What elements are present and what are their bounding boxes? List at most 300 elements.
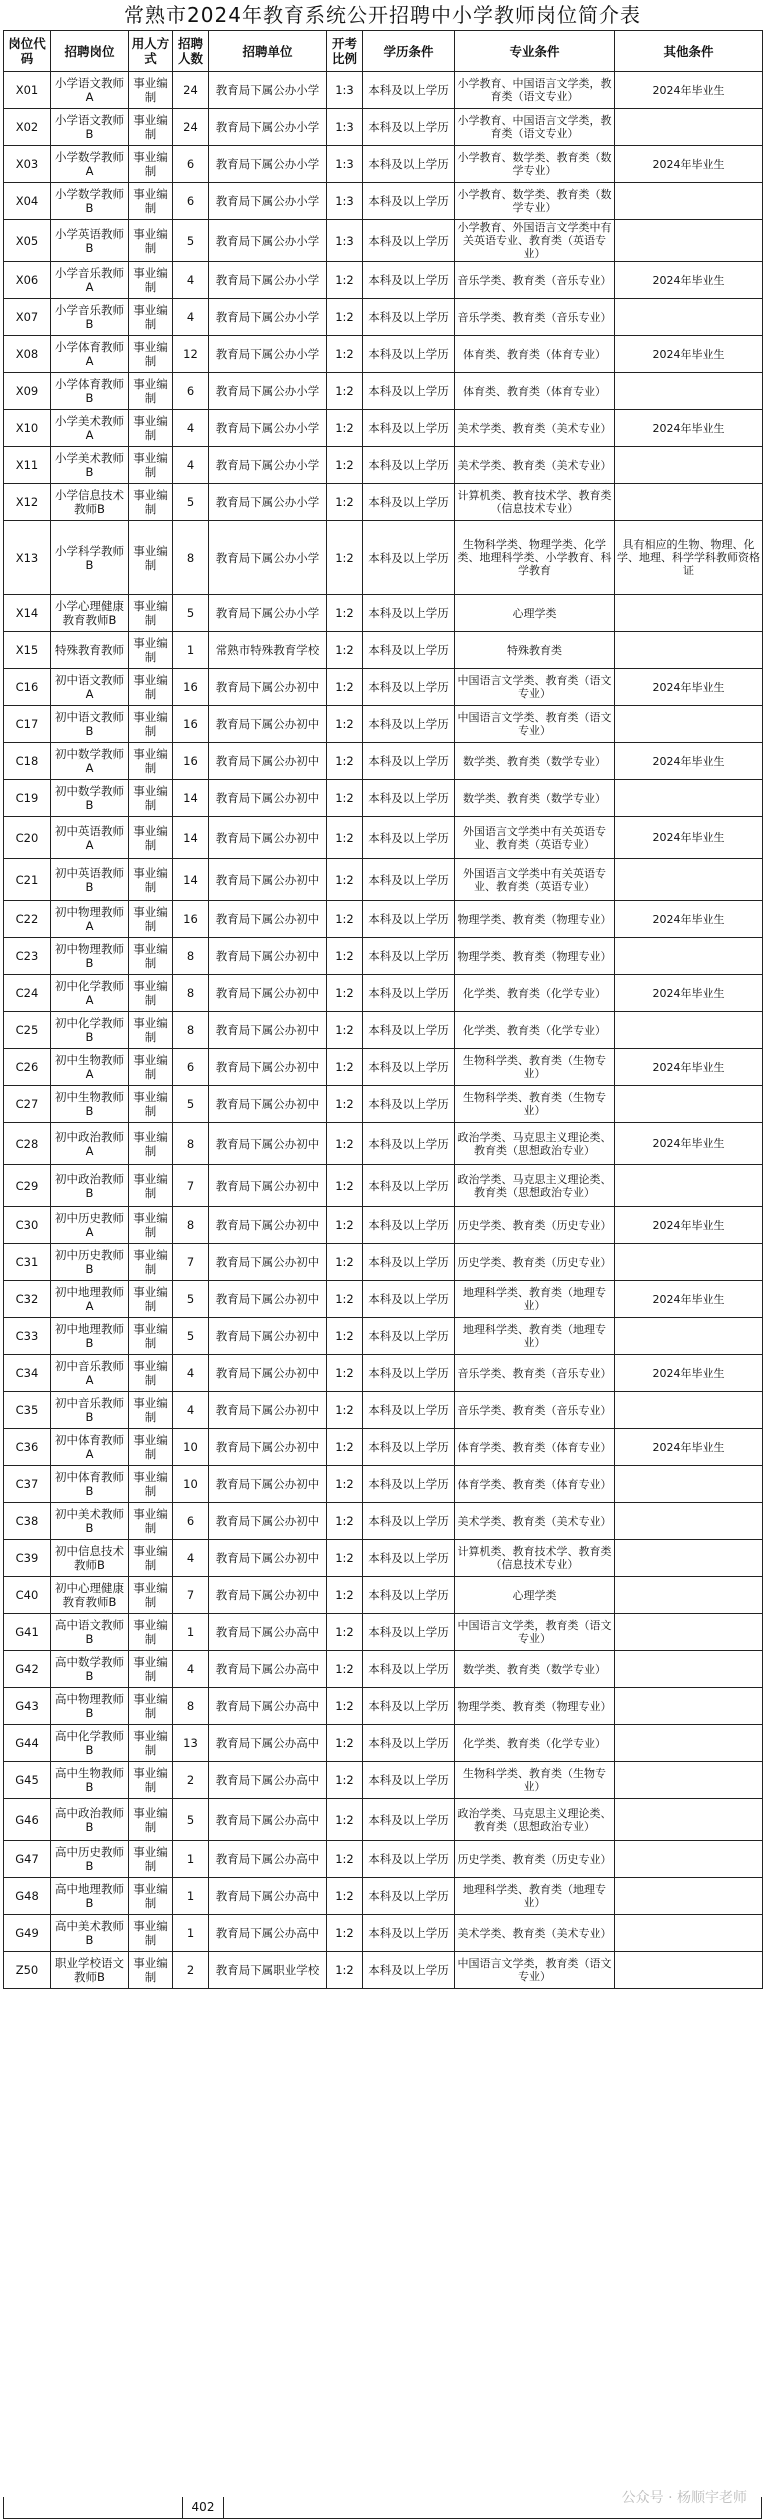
cell-position: 初中生物教师A (51, 1049, 129, 1086)
cell-count: 16 (173, 743, 209, 780)
cell-ratio: 1:2 (327, 1841, 363, 1878)
cell-code: X14 (4, 595, 51, 632)
table-row (4, 336, 763, 373)
table-row (4, 1799, 763, 1841)
cell-method: 事业编制 (129, 262, 173, 299)
cell-ratio: 1:2 (327, 1688, 363, 1725)
cell-edu: 本科及以上学历 (363, 1878, 455, 1915)
table-row (4, 859, 763, 901)
table-row (4, 780, 763, 817)
cell-code: C24 (4, 975, 51, 1012)
cell-other (615, 220, 763, 262)
cell-count: 14 (173, 817, 209, 859)
cell-unit: 教育局下属公办初中 (209, 1429, 327, 1466)
cell-ratio: 1:2 (327, 1281, 363, 1318)
table-row (4, 1165, 763, 1207)
cell-ratio: 1:2 (327, 299, 363, 336)
cell-count: 4 (173, 1540, 209, 1577)
table-row (4, 706, 763, 743)
cell-edu: 本科及以上学历 (363, 1244, 455, 1281)
cell-position: 初中英语教师B (51, 859, 129, 901)
cell-edu: 本科及以上学历 (363, 373, 455, 410)
cell-code: C37 (4, 1466, 51, 1503)
cell-position: 初中体育教师A (51, 1429, 129, 1466)
cell-unit: 教育局下属公办初中 (209, 1281, 327, 1318)
cell-major: 心理学类 (455, 1577, 615, 1614)
table-row (4, 220, 763, 262)
cell-unit: 教育局下属公办初中 (209, 1355, 327, 1392)
cell-edu: 本科及以上学历 (363, 262, 455, 299)
table-row (4, 938, 763, 975)
cell-unit: 教育局下属公办小学 (209, 183, 327, 220)
cell-ratio: 1:2 (327, 1165, 363, 1207)
cell-major: 数学类、教育类（数学专业） (455, 780, 615, 817)
cell-major: 体育类、教育类（体育专业） (455, 336, 615, 373)
cell-method: 事业编制 (129, 1281, 173, 1318)
table-row (4, 1086, 763, 1123)
cell-count: 7 (173, 1577, 209, 1614)
cell-ratio: 1:3 (327, 146, 363, 183)
cell-ratio: 1:2 (327, 1049, 363, 1086)
cell-major: 计算机类、教育技术学、教育类（信息技术专业） (455, 484, 615, 521)
cell-code: X10 (4, 410, 51, 447)
cell-position: 初中政治教师B (51, 1165, 129, 1207)
cell-method: 事业编制 (129, 1165, 173, 1207)
cell-count: 1 (173, 1915, 209, 1952)
cell-position: 初中生物教师B (51, 1086, 129, 1123)
cell-edu: 本科及以上学历 (363, 817, 455, 859)
cell-other: 2024年毕业生 (615, 1429, 763, 1466)
table-row (4, 1651, 763, 1688)
cell-position: 小学音乐教师A (51, 262, 129, 299)
cell-edu: 本科及以上学历 (363, 410, 455, 447)
cell-edu: 本科及以上学历 (363, 1841, 455, 1878)
cell-position: 高中生物教师B (51, 1762, 129, 1799)
cell-edu: 本科及以上学历 (363, 1540, 455, 1577)
cell-position: 初中政治教师A (51, 1123, 129, 1165)
cell-major: 小学教育、数学类、教育类（数学专业） (455, 183, 615, 220)
cell-major: 化学类、教育类（化学专业） (455, 1012, 615, 1049)
cell-major: 计算机类、教育技术学、教育类（信息技术专业） (455, 1540, 615, 1577)
cell-position: 特殊教育教师 (51, 632, 129, 669)
table-row (4, 817, 763, 859)
table-row (4, 109, 763, 146)
cell-code: C26 (4, 1049, 51, 1086)
table-row (4, 743, 763, 780)
cell-code: X05 (4, 220, 51, 262)
watermark-text: 公众号 · 杨顺宇老师 (621, 2490, 747, 2506)
cell-ratio: 1:2 (327, 1577, 363, 1614)
cell-method: 事业编制 (129, 901, 173, 938)
table-row (4, 1318, 763, 1355)
cell-method: 事业编制 (129, 859, 173, 901)
cell-position: 小学数学教师B (51, 183, 129, 220)
cell-method: 事业编制 (129, 109, 173, 146)
cell-edu: 本科及以上学历 (363, 109, 455, 146)
cell-unit: 教育局下属公办初中 (209, 1123, 327, 1165)
cell-major: 心理学类 (455, 595, 615, 632)
cell-major: 化学类、教育类（化学专业） (455, 975, 615, 1012)
cell-count: 6 (173, 1049, 209, 1086)
cell-code: C16 (4, 669, 51, 706)
cell-unit: 教育局下属公办小学 (209, 447, 327, 484)
cell-major: 中国语言文学类，教育类（语文专业） (455, 1952, 615, 1989)
cell-other (615, 1952, 763, 1989)
cell-unit: 教育局下属公办初中 (209, 1318, 327, 1355)
cell-other (615, 1799, 763, 1841)
cell-major: 历史学类、教育类（历史专业） (455, 1841, 615, 1878)
cell-method: 事业编制 (129, 743, 173, 780)
cell-count: 4 (173, 410, 209, 447)
cell-major: 生物科学类、教育类（生物专业） (455, 1086, 615, 1123)
cell-other: 2024年毕业生 (615, 901, 763, 938)
cell-position: 高中化学教师B (51, 1725, 129, 1762)
cell-code: G43 (4, 1688, 51, 1725)
cell-position: 小学心理健康教育教师B (51, 595, 129, 632)
cell-count: 4 (173, 299, 209, 336)
cell-edu: 本科及以上学历 (363, 1799, 455, 1841)
cell-ratio: 1:2 (327, 521, 363, 595)
cell-ratio: 1:3 (327, 220, 363, 262)
cell-method: 事业编制 (129, 632, 173, 669)
cell-position: 小学数学教师A (51, 146, 129, 183)
cell-unit: 教育局下属公办初中 (209, 1466, 327, 1503)
cell-other (615, 1841, 763, 1878)
cell-position: 初中化学教师B (51, 1012, 129, 1049)
cell-edu: 本科及以上学历 (363, 1165, 455, 1207)
cell-ratio: 1:2 (327, 1392, 363, 1429)
cell-other: 2024年毕业生 (615, 72, 763, 109)
table-row (4, 1878, 763, 1915)
cell-other (615, 1651, 763, 1688)
cell-edu: 本科及以上学历 (363, 1049, 455, 1086)
cell-other: 2024年毕业生 (615, 262, 763, 299)
cell-major: 音乐学类、教育类（音乐专业） (455, 299, 615, 336)
cell-ratio: 1:2 (327, 336, 363, 373)
cell-code: C30 (4, 1207, 51, 1244)
cell-unit: 教育局下属公办初中 (209, 1207, 327, 1244)
cell-count: 5 (173, 595, 209, 632)
cell-edu: 本科及以上学历 (363, 1086, 455, 1123)
cell-unit: 教育局下属公办初中 (209, 1049, 327, 1086)
cell-count: 5 (173, 484, 209, 521)
cell-unit: 教育局下属公办高中 (209, 1651, 327, 1688)
cell-ratio: 1:2 (327, 1651, 363, 1688)
cell-count: 5 (173, 1318, 209, 1355)
cell-edu: 本科及以上学历 (363, 595, 455, 632)
cell-count: 1 (173, 1614, 209, 1651)
cell-major: 音乐学类、教育类（音乐专业） (455, 1355, 615, 1392)
table-row (4, 1688, 763, 1725)
header-other: 其他条件 (615, 31, 763, 72)
cell-method: 事业编制 (129, 373, 173, 410)
cell-count: 2 (173, 1762, 209, 1799)
cell-edu: 本科及以上学历 (363, 975, 455, 1012)
cell-code: X12 (4, 484, 51, 521)
cell-edu: 本科及以上学历 (363, 901, 455, 938)
cell-major: 地理科学类、教育类（地理专业） (455, 1281, 615, 1318)
cell-edu: 本科及以上学历 (363, 669, 455, 706)
cell-code: X01 (4, 72, 51, 109)
cell-ratio: 1:2 (327, 1318, 363, 1355)
cell-other (615, 1392, 763, 1429)
cell-count: 8 (173, 521, 209, 595)
table-row (4, 1540, 763, 1577)
cell-unit: 教育局下属公办初中 (209, 901, 327, 938)
cell-position: 初中物理教师B (51, 938, 129, 975)
cell-other (615, 299, 763, 336)
cell-method: 事业编制 (129, 938, 173, 975)
cell-position: 小学科学教师B (51, 521, 129, 595)
cell-position: 高中政治教师B (51, 1799, 129, 1841)
cell-method: 事业编制 (129, 1049, 173, 1086)
table-row (4, 1012, 763, 1049)
cell-edu: 本科及以上学历 (363, 859, 455, 901)
cell-major: 物理学类、教育类（物理专业） (455, 938, 615, 975)
cell-major: 小学教育、中国语言文学类，教育类（语文专业） (455, 109, 615, 146)
table-body (4, 72, 763, 1989)
cell-code: G47 (4, 1841, 51, 1878)
cell-other (615, 484, 763, 521)
cell-other (615, 938, 763, 975)
cell-major: 体育学类、教育类（体育专业） (455, 1429, 615, 1466)
cell-code: C29 (4, 1165, 51, 1207)
cell-code: G49 (4, 1915, 51, 1952)
cell-position: 小学美术教师B (51, 447, 129, 484)
cell-unit: 教育局下属公办初中 (209, 1165, 327, 1207)
cell-method: 事业编制 (129, 1466, 173, 1503)
cell-major: 数学类、教育类（数学专业） (455, 743, 615, 780)
cell-edu: 本科及以上学历 (363, 1466, 455, 1503)
cell-code: C23 (4, 938, 51, 975)
cell-unit: 教育局下属公办高中 (209, 1878, 327, 1915)
cell-other (615, 1466, 763, 1503)
cell-other (615, 1086, 763, 1123)
cell-major: 生物科学类、教育类（生物专业） (455, 1762, 615, 1799)
table-row (4, 1762, 763, 1799)
cell-unit: 教育局下属公办初中 (209, 743, 327, 780)
cell-count: 5 (173, 1281, 209, 1318)
cell-position: 职业学校语文教师B (51, 1952, 129, 1989)
cell-count: 5 (173, 1799, 209, 1841)
cell-ratio: 1:2 (327, 447, 363, 484)
cell-count: 6 (173, 146, 209, 183)
cell-position: 初中地理教师B (51, 1318, 129, 1355)
cell-other (615, 1688, 763, 1725)
cell-code: C40 (4, 1577, 51, 1614)
cell-other: 2024年毕业生 (615, 1207, 763, 1244)
cell-position: 高中语文教师B (51, 1614, 129, 1651)
cell-method: 事业编制 (129, 484, 173, 521)
cell-count: 16 (173, 669, 209, 706)
cell-edu: 本科及以上学历 (363, 336, 455, 373)
cell-other: 2024年毕业生 (615, 146, 763, 183)
cell-method: 事业编制 (129, 1841, 173, 1878)
cell-ratio: 1:2 (327, 1086, 363, 1123)
cell-unit: 教育局下属公办初中 (209, 1012, 327, 1049)
cell-method: 事业编制 (129, 817, 173, 859)
cell-edu: 本科及以上学历 (363, 743, 455, 780)
cell-count: 8 (173, 1688, 209, 1725)
cell-other (615, 1762, 763, 1799)
cell-other (615, 859, 763, 901)
cell-major: 体育类、教育类（体育专业） (455, 373, 615, 410)
cell-other: 2024年毕业生 (615, 743, 763, 780)
cell-other: 2024年毕业生 (615, 669, 763, 706)
cell-other: 2024年毕业生 (615, 1355, 763, 1392)
cell-other (615, 780, 763, 817)
cell-code: G41 (4, 1614, 51, 1651)
cell-count: 4 (173, 1392, 209, 1429)
cell-code: C34 (4, 1355, 51, 1392)
cell-unit: 教育局下属公办小学 (209, 109, 327, 146)
cell-edu: 本科及以上学历 (363, 1952, 455, 1989)
cell-other (615, 632, 763, 669)
cell-count: 7 (173, 1244, 209, 1281)
table-row (4, 1466, 763, 1503)
cell-code: G45 (4, 1762, 51, 1799)
cell-unit: 教育局下属公办高中 (209, 1799, 327, 1841)
cell-edu: 本科及以上学历 (363, 780, 455, 817)
cell-unit: 教育局下属公办小学 (209, 262, 327, 299)
cell-position: 初中美术教师B (51, 1503, 129, 1540)
cell-code: X11 (4, 447, 51, 484)
cell-major: 特殊教育类 (455, 632, 615, 669)
table-row (4, 299, 763, 336)
cell-code: X15 (4, 632, 51, 669)
cell-position: 初中数学教师A (51, 743, 129, 780)
table-row (4, 1429, 763, 1466)
cell-unit: 教育局下属公办高中 (209, 1688, 327, 1725)
cell-method: 事业编制 (129, 1355, 173, 1392)
cell-position: 小学英语教师B (51, 220, 129, 262)
cell-ratio: 1:2 (327, 484, 363, 521)
cell-code: C35 (4, 1392, 51, 1429)
cell-other (615, 109, 763, 146)
cell-other (615, 1012, 763, 1049)
cell-method: 事业编制 (129, 1878, 173, 1915)
cell-code: C31 (4, 1244, 51, 1281)
cell-position: 初中数学教师B (51, 780, 129, 817)
cell-position: 小学信息技术教师B (51, 484, 129, 521)
cell-code: X06 (4, 262, 51, 299)
cell-method: 事业编制 (129, 595, 173, 632)
cell-major: 外国语言文学类中有关英语专业、教育类（英语专业） (455, 817, 615, 859)
cell-code: C39 (4, 1540, 51, 1577)
cell-ratio: 1:2 (327, 1915, 363, 1952)
cell-position: 初中体育教师B (51, 1466, 129, 1503)
cell-code: X08 (4, 336, 51, 373)
table-row (4, 72, 763, 109)
cell-other (615, 1244, 763, 1281)
cell-method: 事业编制 (129, 1429, 173, 1466)
cell-unit: 教育局下属公办初中 (209, 938, 327, 975)
cell-other (615, 1915, 763, 1952)
cell-edu: 本科及以上学历 (363, 1281, 455, 1318)
cell-other (615, 1725, 763, 1762)
cell-unit: 教育局下属公办初中 (209, 1244, 327, 1281)
header-ratio: 开考比例 (327, 31, 363, 72)
cell-unit: 教育局下属公办小学 (209, 595, 327, 632)
table-row (4, 1841, 763, 1878)
cell-unit: 教育局下属公办初中 (209, 859, 327, 901)
cell-major: 化学类、教育类（化学专业） (455, 1725, 615, 1762)
cell-ratio: 1:2 (327, 595, 363, 632)
cell-method: 事业编制 (129, 447, 173, 484)
cell-method: 事业编制 (129, 336, 173, 373)
cell-edu: 本科及以上学历 (363, 183, 455, 220)
table-header-row (4, 31, 763, 72)
cell-position: 高中美术教师B (51, 1915, 129, 1952)
cell-edu: 本科及以上学历 (363, 72, 455, 109)
header-edu: 学历条件 (363, 31, 455, 72)
cell-method: 事业编制 (129, 1688, 173, 1725)
cell-edu: 本科及以上学历 (363, 1429, 455, 1466)
cell-unit: 教育局下属公办高中 (209, 1725, 327, 1762)
cell-position: 初中历史教师B (51, 1244, 129, 1281)
cell-major: 小学教育、中国语言文学类，教育类（语文专业） (455, 72, 615, 109)
page-title: 常熟市2024年教育系统公开招聘中小学教师岗位简介表 (124, 3, 641, 27)
table-row (4, 1503, 763, 1540)
cell-position: 小学体育教师B (51, 373, 129, 410)
cell-count: 1 (173, 1841, 209, 1878)
cell-other (615, 1577, 763, 1614)
cell-method: 事业编制 (129, 1540, 173, 1577)
cell-code: X09 (4, 373, 51, 410)
cell-major: 美术学类、教育类（美术专业） (455, 410, 615, 447)
table-row (4, 373, 763, 410)
cell-ratio: 1:2 (327, 1207, 363, 1244)
cell-edu: 本科及以上学历 (363, 1123, 455, 1165)
cell-method: 事业编制 (129, 1952, 173, 1989)
cell-unit: 教育局下属公办小学 (209, 410, 327, 447)
cell-edu: 本科及以上学历 (363, 1725, 455, 1762)
cell-major: 政治学类、马克思主义理论类、教育类（思想政治专业） (455, 1123, 615, 1165)
cell-count: 8 (173, 938, 209, 975)
cell-ratio: 1:2 (327, 1952, 363, 1989)
table-row (4, 1614, 763, 1651)
cell-position: 小学美术教师A (51, 410, 129, 447)
table-row (4, 262, 763, 299)
cell-major: 中国语言文学类、教育类（语文专业） (455, 669, 615, 706)
cell-method: 事业编制 (129, 1577, 173, 1614)
cell-edu: 本科及以上学历 (363, 1915, 455, 1952)
cell-count: 10 (173, 1429, 209, 1466)
cell-unit: 教育局下属公办小学 (209, 484, 327, 521)
cell-code: C25 (4, 1012, 51, 1049)
cell-other: 具有相应的生物、物理、化学、地理、科学学科教师资格证 (615, 521, 763, 595)
cell-edu: 本科及以上学历 (363, 220, 455, 262)
cell-count: 6 (173, 183, 209, 220)
cell-count: 4 (173, 1651, 209, 1688)
table-row (4, 1049, 763, 1086)
cell-code: G42 (4, 1651, 51, 1688)
table-row (4, 1725, 763, 1762)
cell-major: 外国语言文学类中有关英语专业、教育类（英语专业） (455, 859, 615, 901)
cell-code: X13 (4, 521, 51, 595)
cell-edu: 本科及以上学历 (363, 1577, 455, 1614)
cell-count: 4 (173, 262, 209, 299)
cell-ratio: 1:2 (327, 1614, 363, 1651)
cell-major: 历史学类、教育类（历史专业） (455, 1244, 615, 1281)
cell-ratio: 1:2 (327, 1123, 363, 1165)
cell-unit: 教育局下属公办初中 (209, 817, 327, 859)
cell-position: 小学语文教师A (51, 72, 129, 109)
cell-count: 12 (173, 336, 209, 373)
cell-position: 初中语文教师B (51, 706, 129, 743)
cell-edu: 本科及以上学历 (363, 1318, 455, 1355)
cell-position: 初中地理教师A (51, 1281, 129, 1318)
